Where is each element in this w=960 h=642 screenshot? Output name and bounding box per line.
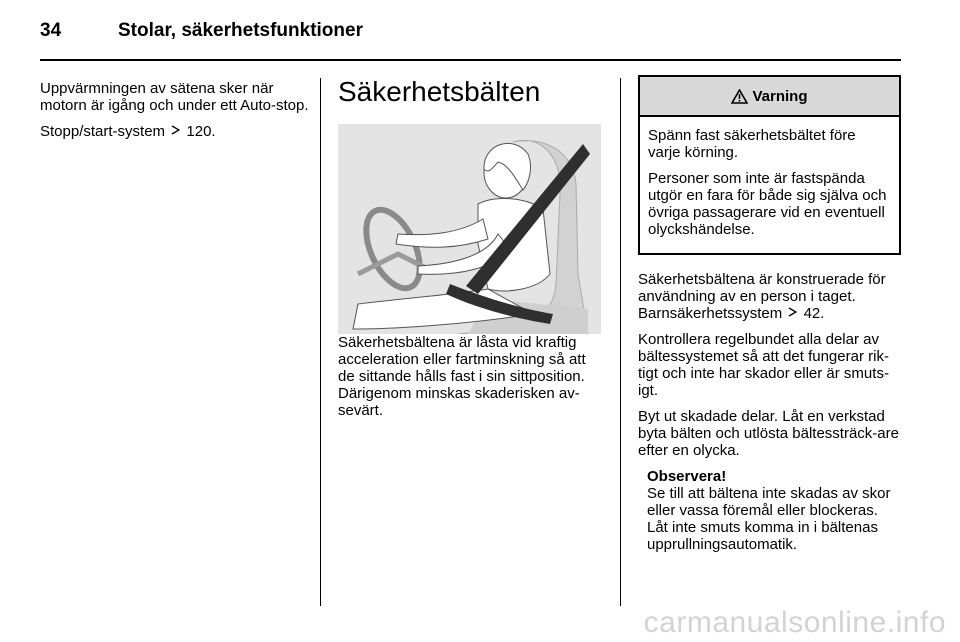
page-ref-arrow-icon [788,305,797,322]
watermark: carmanualsonline.info [643,606,946,639]
warning-paragraph-1: Spänn fast säkerhetsbältet före varje körning. [648,127,856,161]
page-number: 34 [40,20,62,41]
seat-heating-paragraph: Uppvärmningen av sätena sker när motorn är igång och under ett Auto-stop. [40,80,309,114]
note-block [647,468,902,553]
note-paragraph-2: Låt inte smuts komma in i bältenas upprullningsautomatik. [647,519,878,553]
belt-design-paragraph [638,271,902,322]
page-ref-arrow-icon [171,123,180,140]
header-rule [40,59,901,61]
note-title: Observera! [647,468,727,485]
column-2 [338,76,603,428]
stop-start-link-text[interactable]: Stopp/start-system [40,123,166,140]
warning-triangle-icon [731,89,748,104]
inspect-paragraph: Kontrollera regelbundet alla delar av bältessystemet så att det fungerar rik-tigt och inte har skador eller är smuts-igt. [638,331,889,399]
warning-header [640,77,899,117]
chapter-title: Stolar, säkerhetsfunktioner [118,20,363,41]
warning-body [640,117,899,253]
warning-box [638,75,901,255]
note-paragraph-1: Se till att bältena inte skadas av skor eller vassa föremål eller blockeras. [647,485,891,519]
replace-paragraph: Byt ut skadade delar. Låt en verkstad byta bälten och utlösta bältessträck-are efter en olycka. [638,408,899,459]
column-divider-2 [620,78,621,606]
column-divider-1 [320,78,321,606]
column-1 [40,80,310,149]
stop-start-page-ref[interactable]: 120. [186,123,216,140]
illustration-caption: Säkerhetsbältena är låsta vid kraftig acceleration eller fartminskning så att de sittande hålls fast i sin sittposition. Därigenom minskas skaderisken av-sevärt. [338,334,586,419]
warning-paragraph-2: Personer som inte är fastspända utgör en fara för både sig själva och övriga passagerare vid en eventuell olyckshändelse. [648,170,887,238]
column-3 [638,75,902,553]
warning-title: Varning [752,87,808,105]
belt-design-text: Säkerhetsbältena är konstruerade för användning av en person i taget. Barnsäkerhetssystem [638,271,886,322]
stop-start-reference [40,123,310,140]
page-header [40,16,900,48]
section-title: Säkerhetsbälten [338,76,541,107]
seatbelt-illustration [338,124,601,334]
child-seat-page-ref[interactable]: 42. [803,305,825,322]
